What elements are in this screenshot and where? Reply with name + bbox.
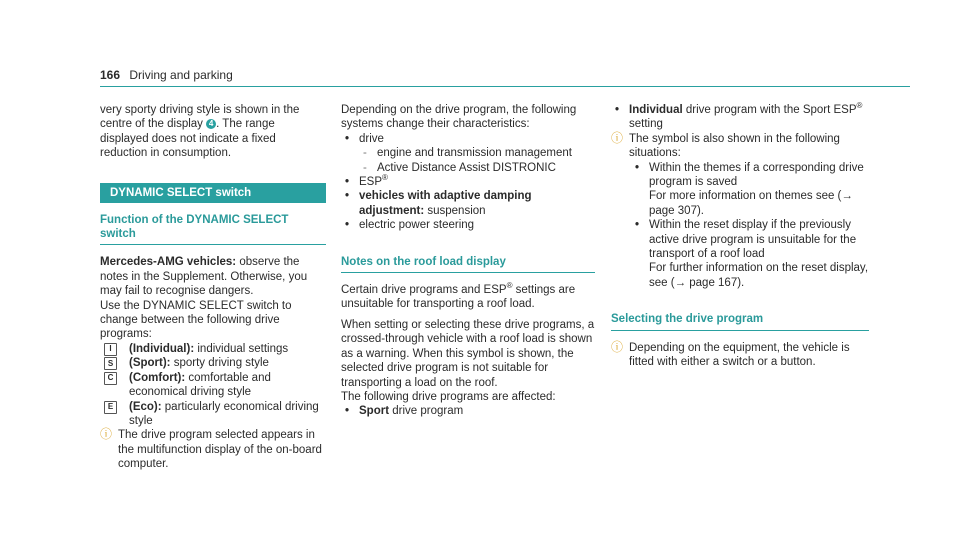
callout-4-icon: 4 <box>206 119 216 129</box>
list-item: • electric power steering <box>345 219 475 232</box>
program-comfort: C (Comfort): comfortable and economical driving style <box>100 371 326 400</box>
list-subitem: - engine and transmission management <box>363 147 572 160</box>
page-header <box>100 68 233 82</box>
list-item: • Within the themes if a corresponding drive program is saved <box>635 161 864 189</box>
eco-badge-icon: E <box>104 401 117 414</box>
program-eco: E (Eco): particularly economical driving style <box>100 400 326 429</box>
list-item-detail: For more information on themes see (→ page 307). <box>649 190 853 217</box>
individual-badge-icon: I <box>104 343 117 356</box>
list-item: • Individual drive program with the Sport ESP® setting <box>615 101 863 131</box>
info-icon: ⓘ <box>611 339 624 354</box>
section-title-selecting: Selecting the drive program <box>611 312 869 330</box>
page-number: 166 <box>100 68 121 82</box>
list-item: • Within the reset display if the previously active drive program is unsuitable for the transport of a roof load <box>635 219 857 261</box>
program-sport: S (Sport): sporty driving style <box>100 356 326 370</box>
list-subitem: - Active Distance Assist DISTRONIC <box>363 161 556 174</box>
note-equipment: ⓘ Depending on the equipment, the vehicle is fitted with either a switch or a button. <box>611 339 850 369</box>
list-item: • ESP® <box>345 173 388 189</box>
column-2 <box>341 103 595 419</box>
list-item: • Sport drive program <box>345 405 464 418</box>
note-display: ⓘ The drive program selected appears in the multifunction display of the on-board computer. <box>100 427 322 471</box>
roof-paragraph-3: The following drive programs are affected: <box>341 390 556 403</box>
roof-paragraph-1: Certain drive programs and ESP® settings are unsuitable for transporting a roof load. <box>341 281 576 311</box>
sport-badge-icon: S <box>104 357 117 370</box>
chapter-title: Driving and parking <box>129 68 233 82</box>
info-icon: ⓘ <box>611 130 624 145</box>
comfort-badge-icon: C <box>104 372 117 385</box>
use-paragraph: Use the DYNAMIC SELECT switch to change between the following drive programs: <box>100 299 292 341</box>
systems-intro: Depending on the drive program, the following systems change their characteristics: <box>341 104 577 131</box>
section-bar-dynamic-select: DYNAMIC SELECT switch <box>100 183 326 203</box>
section-title-function: Function of the DYNAMIC SELECT switch <box>100 213 326 246</box>
column-1 <box>100 103 326 472</box>
header-rule <box>100 86 910 87</box>
note-symbol: ⓘ The symbol is also shown in the following situations: <box>611 130 840 160</box>
intro-paragraph: very sporty driving style is shown in the centre of the display 4 . The range displayed does not indicate a fixed reduction in consumption. <box>100 104 300 160</box>
roof-paragraph-2: When setting or selecting these drive programs, a crossed-through vehicle with a roof load is shown as a warning. When this symbol is shown, the selected drive program is not suitable for transporting a load on the roof. <box>341 318 595 389</box>
list-item: • vehicles with adaptive damping adjustment: suspension <box>345 190 532 217</box>
program-individual: I (Individual): individual settings <box>100 342 326 356</box>
list-item-detail: For further information on the reset display, see (→ page 167). <box>649 262 869 289</box>
list-item: • drive <box>345 132 384 145</box>
column-3 <box>611 103 869 370</box>
amg-paragraph: Mercedes-AMG vehicles: observe the notes in the Supplement. Otherwise, you may fail to recognise dangers. <box>100 256 308 298</box>
info-icon: ⓘ <box>100 427 113 442</box>
section-title-roof-load: Notes on the roof load display <box>341 255 595 273</box>
